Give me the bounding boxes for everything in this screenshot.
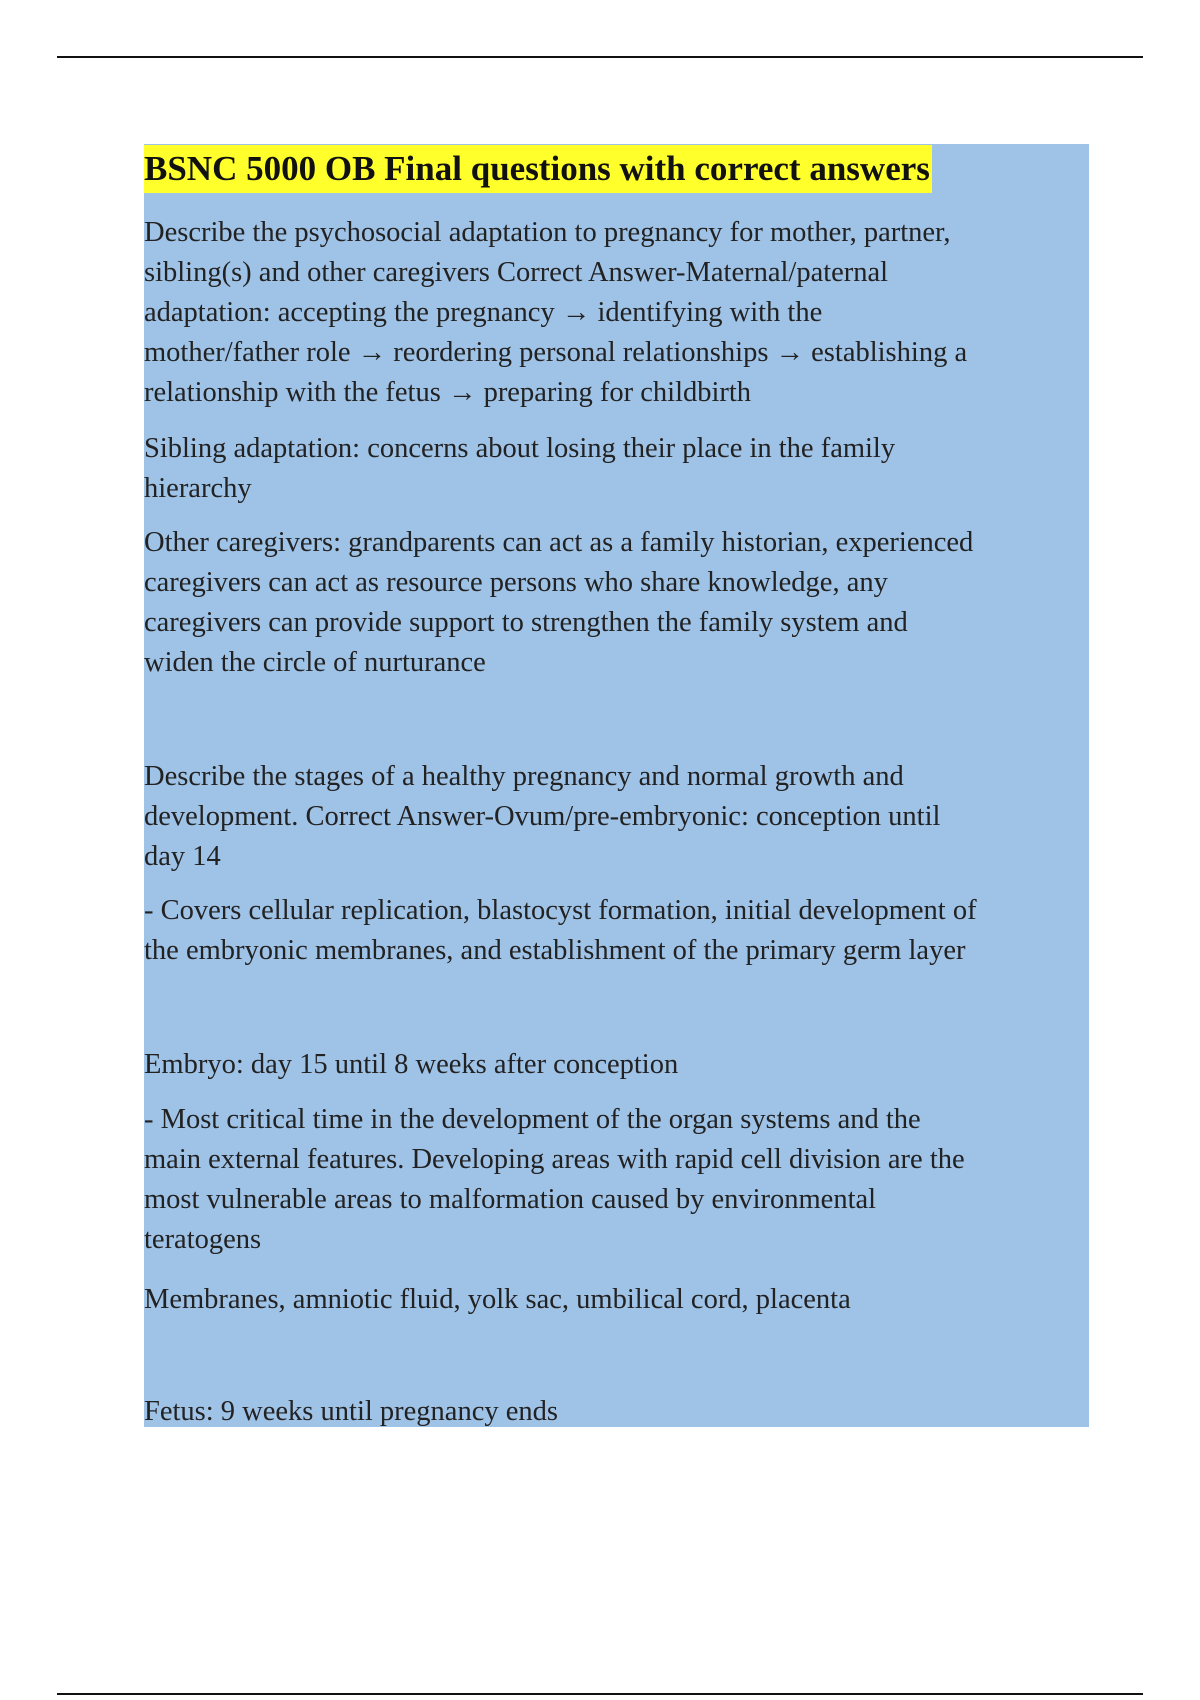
text-line: adaptation: accepting the pregnancy → identifying with the — [144, 297, 823, 328]
paragraph-embryo-stage — [144, 1045, 1094, 1085]
paragraph-sibling-adaptation — [144, 429, 1094, 509]
text-line: Describe the stages of a healthy pregnancy and normal growth and — [144, 761, 904, 792]
paragraph-other-caregivers — [144, 523, 1094, 683]
text-line: caregivers can provide support to strengthen the family system and — [144, 607, 908, 638]
text-line: Other caregivers: grandparents can act as a family historian, experienced — [144, 527, 974, 558]
text-line: relationship with the fetus → preparing for childbirth — [144, 377, 752, 408]
paragraph-psychosocial-adaptation — [144, 213, 1094, 413]
text-line: the embryonic membranes, and establishment of the primary germ layer — [144, 935, 966, 966]
text-line: Membranes, amniotic fluid, yolk sac, umbilical cord, placenta — [144, 1284, 851, 1315]
paragraph-stages-of-pregnancy — [144, 757, 1094, 877]
paragraph-pre-embryonic-details — [144, 891, 1094, 971]
text-line: - Covers cellular replication, blastocyst formation, initial development of — [144, 895, 977, 926]
text-line: Sibling adaptation: concerns about losing their place in the family — [144, 433, 896, 464]
paragraph-embryo-details — [144, 1100, 1094, 1260]
text-line: Describe the psychosocial adaptation to pregnancy for mother, partner, — [144, 217, 951, 248]
text-line: Embryo: day 15 until 8 weeks after conception — [144, 1049, 679, 1080]
paragraph-membranes — [144, 1280, 1094, 1320]
text-line: mother/father role → reordering personal relationships → establishing a — [144, 337, 968, 368]
text-line: caregivers can act as resource persons who share knowledge, any — [144, 567, 888, 598]
text-line: teratogens — [144, 1224, 262, 1255]
paragraph-fetus-stage — [144, 1392, 1094, 1432]
text-line: day 14 — [144, 841, 221, 872]
text-line: - Most critical time in the development of the organ systems and the — [144, 1104, 921, 1135]
text-line: development. Correct Answer-Ovum/pre-embryonic: conception until — [144, 801, 941, 832]
text-line: sibling(s) and other caregivers Correct Answer-Maternal/paternal — [144, 257, 889, 288]
page-bottom-rule — [57, 1693, 1143, 1695]
text-line: most vulnerable areas to malformation caused by environmental — [144, 1184, 877, 1215]
text-line: Fetus: 9 weeks until pregnancy ends — [144, 1396, 558, 1427]
document-title: BSNC 5000 OB Final questions with correct answers — [144, 145, 932, 193]
text-line: hierarchy — [144, 473, 252, 504]
text-line: main external features. Developing areas with rapid cell division are the — [144, 1144, 965, 1175]
text-line: widen the circle of nurturance — [144, 647, 486, 678]
page-top-rule — [57, 56, 1143, 58]
